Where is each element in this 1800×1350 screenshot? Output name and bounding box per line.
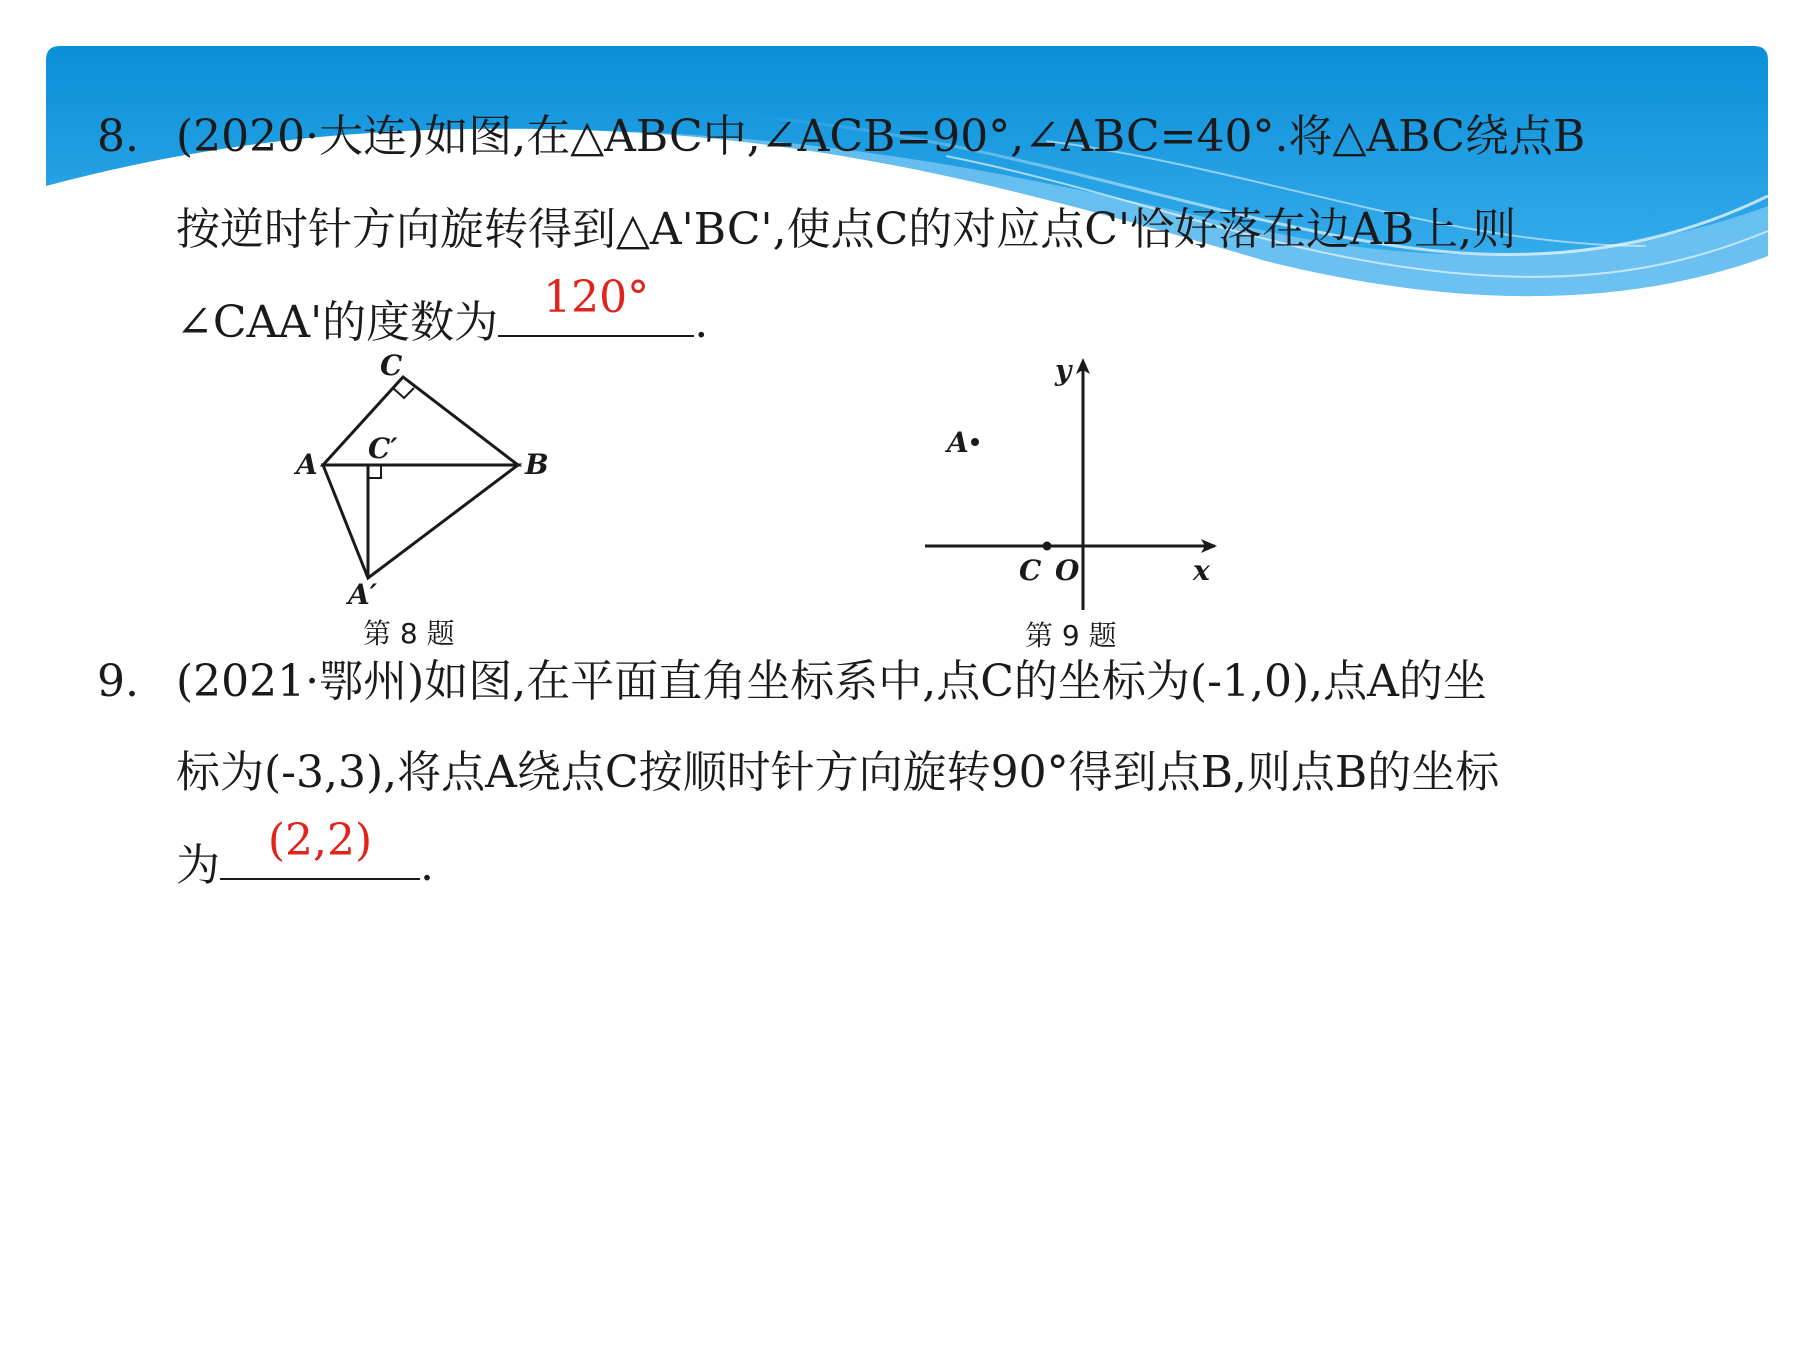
- q9-line2: 标为(-3,3),将点A绕点C按顺时针方向旋转90°得到点B,则点B的坐标: [176, 747, 1500, 798]
- q8-line3: [176, 272, 709, 348]
- q9-number: 9.: [97, 656, 139, 707]
- q8-number: 8.: [97, 111, 139, 162]
- label-x: x: [1193, 554, 1210, 587]
- label-c: C: [380, 350, 403, 382]
- q9-figure: [915, 350, 1235, 620]
- q9-answer-blank: [220, 815, 420, 880]
- label-a: A: [296, 448, 318, 481]
- q8-line3-suffix: .: [694, 297, 709, 348]
- q9-figure-caption: 第 9 题: [1025, 619, 1117, 652]
- right-angle-mark-c-prime: [368, 465, 381, 478]
- label-y: y: [1055, 354, 1072, 387]
- q9-line3-prefix: 为: [176, 840, 220, 891]
- q8-figure: [280, 350, 580, 620]
- label-a-prime: A′: [348, 578, 378, 611]
- q9-line3: [176, 815, 434, 891]
- q8-answer-blank: [498, 272, 694, 337]
- triangle-abc: [323, 377, 518, 465]
- q8-line1: (2020·大连)如图,在△ABC中,∠ACB=90°,∠ABC=40°.将△ABC绕点B: [176, 111, 1586, 162]
- q8-answer: 120°: [543, 272, 650, 323]
- point-c: [1043, 542, 1052, 551]
- label-c: C: [1019, 554, 1042, 587]
- label-c-prime: C′: [368, 432, 398, 465]
- q9-line3-suffix: .: [420, 840, 434, 891]
- q8-line3-prefix: ∠CAA'的度数为: [176, 297, 499, 348]
- right-angle-mark-c: [393, 388, 414, 398]
- triangle-a-prime: [323, 465, 518, 578]
- label-b: B: [525, 448, 549, 481]
- q9-line1: (2021·鄂州)如图,在平面直角坐标系中,点C的坐标为(-1,0),点A的坐: [176, 656, 1487, 707]
- header-wave-banner: [46, 46, 1768, 336]
- point-a: [971, 438, 979, 446]
- label-a: A: [947, 426, 969, 459]
- q8-figure-caption: 第 8 题: [363, 617, 455, 650]
- q9-answer: (2,2): [267, 815, 373, 866]
- label-o: O: [1055, 554, 1080, 587]
- q8-line2: 按逆时针方向旋转得到△A'BC',使点C的对应点C'恰好落在边AB上,则: [176, 204, 1517, 255]
